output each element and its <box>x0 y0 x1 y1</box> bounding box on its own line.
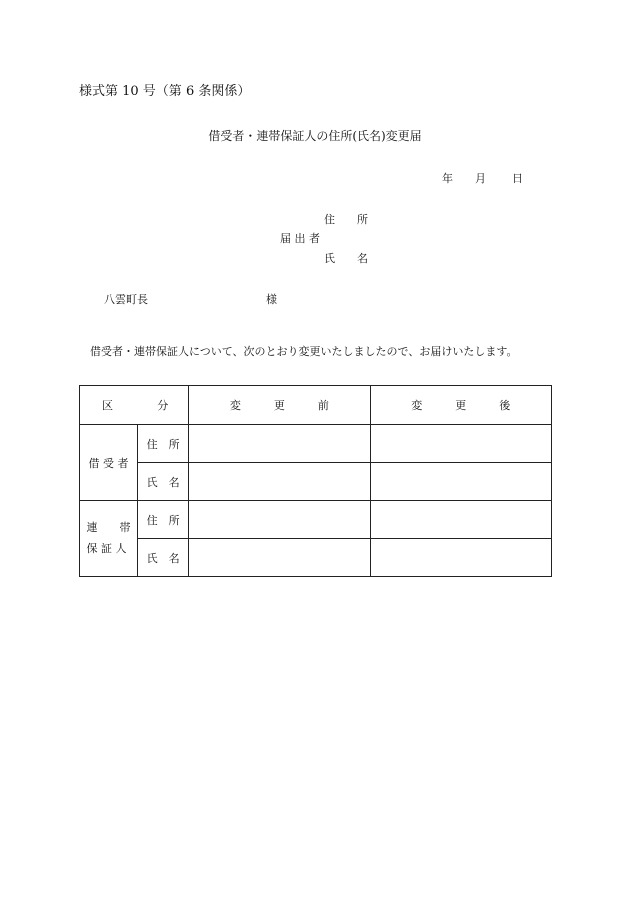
table-row <box>80 501 552 539</box>
borrower-address-before-cell[interactable] <box>189 425 370 463</box>
recipient-name: 八雲町長 <box>104 293 148 306</box>
row-label-name: 氏 名 <box>138 463 189 501</box>
group-guarantor-label <box>80 501 138 577</box>
table-row <box>80 463 552 501</box>
guarantor-address-after-cell[interactable] <box>370 501 551 539</box>
header-before: 変 更 前 <box>189 386 370 425</box>
guarantor-name-before-cell[interactable] <box>189 539 370 577</box>
statement-text: 借受者・連帯保証人について、次のとおり変更いたしましたので、お届けいたします。 <box>90 345 518 358</box>
header-category <box>80 386 189 425</box>
borrower-address-after-cell[interactable] <box>370 425 551 463</box>
form-number: 様式第 10 号（第 6 条関係） <box>79 84 251 99</box>
change-table <box>79 385 552 577</box>
guarantor-address-before-cell[interactable] <box>189 501 370 539</box>
date-month-label: 月 <box>475 172 486 185</box>
guarantor-name-after-cell[interactable] <box>370 539 551 577</box>
form-title: 借受者・連帯保証人の住所(氏名)変更届 <box>208 129 422 143</box>
header-after: 変 更 後 <box>370 386 551 425</box>
table-row <box>80 425 552 463</box>
date-row <box>442 170 523 186</box>
notifier-address-label: 住 所 <box>324 213 368 226</box>
borrower-name-before-cell[interactable] <box>189 463 370 501</box>
date-year-label: 年 <box>442 172 453 185</box>
date-day-label: 日 <box>512 172 523 185</box>
row-label-address: 住 所 <box>138 425 189 463</box>
notifier-name-label: 氏 名 <box>324 252 368 265</box>
borrower-name-after-cell[interactable] <box>370 463 551 501</box>
group-borrower-label <box>80 425 138 501</box>
row-label-address: 住 所 <box>138 501 189 539</box>
notifier-label: 届 出 者 <box>280 232 320 245</box>
header-category-left: 区 <box>102 399 113 412</box>
row-label-name: 氏 名 <box>138 539 189 577</box>
group-borrower-text: 借 受 者 <box>88 456 129 470</box>
table-header-row <box>80 386 552 425</box>
group-guarantor-line2: 保 証 人 <box>86 541 127 555</box>
group-guarantor-line1: 連 帯 <box>86 520 131 534</box>
table-row <box>80 539 552 577</box>
header-category-right: 分 <box>157 399 169 412</box>
recipient-honorific: 様 <box>266 293 277 306</box>
